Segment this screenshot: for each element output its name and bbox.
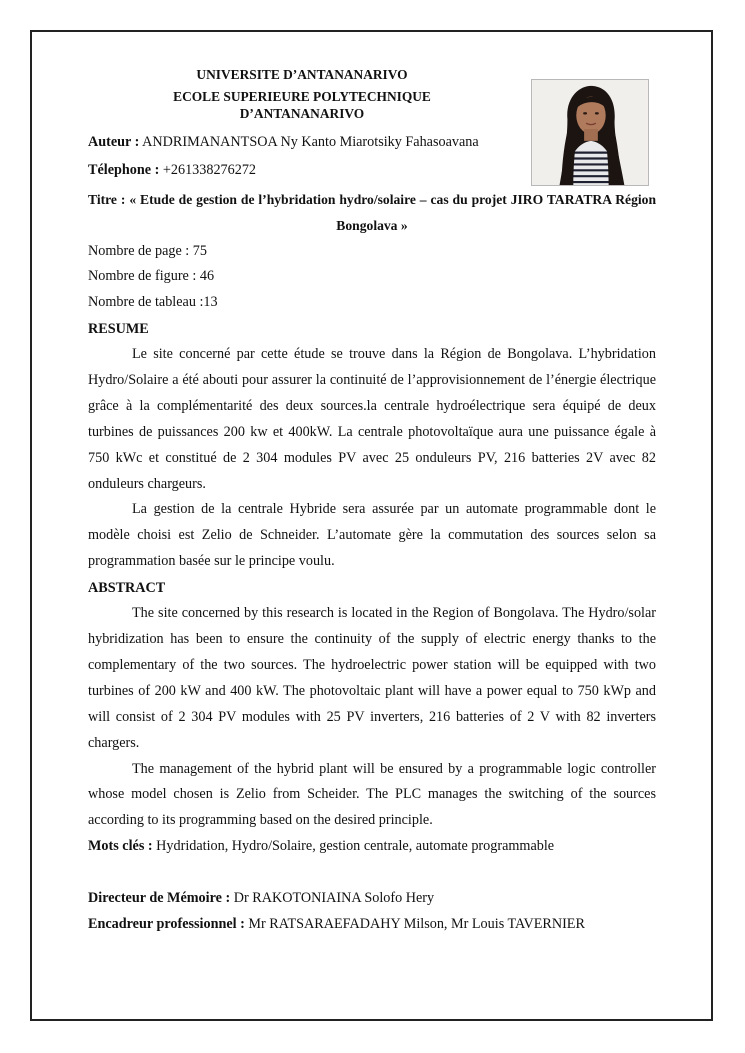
director-label: Directeur de Mémoire : [88, 890, 231, 907]
phone-label: Télephone : [88, 161, 160, 178]
resume-paragraph-2: La gestion de la centrale Hybride sera assurée par un automate programmable dont le modèle choisi est Zelio de Schneider. L’automate gère la commutation des sources selon sa programmation basée sur le principe voulu. [88, 501, 656, 570]
author-value: ANDRIMANANTSOA Ny Kanto Miarotsiky Fahasoavana [142, 134, 479, 150]
title-label: Titre : [88, 191, 126, 207]
phone-line [88, 158, 656, 184]
document-body [88, 64, 656, 938]
figure-count: Nombre de figure : 46 [88, 268, 215, 285]
phone-value: +261338276272 [162, 161, 257, 178]
page-count: Nombre de page : 75 [88, 242, 207, 259]
author-label: Auteur : [88, 134, 140, 150]
table-count: Nombre de tableau :13 [88, 294, 218, 311]
professional-supervisor-label: Encadreur professionnel : [88, 915, 245, 932]
resume-heading: RESUME [88, 320, 149, 337]
university-name: UNIVERSITE D’ANTANANARIVO [196, 67, 408, 82]
professional-supervisor-line [88, 912, 656, 938]
keywords-label: Mots clés : [88, 838, 153, 855]
school-name-line1: ECOLE SUPERIEURE POLYTECHNIQUE [173, 89, 431, 104]
title-value: « Etude de gestion de l’hybridation hydro/solaire – cas du projet JIRO TARATRA Région Bongolava » [129, 191, 657, 233]
keywords-value: Hydridation, Hydro/Solaire, gestion centrale, automate programmable [156, 838, 555, 855]
resume-paragraph-1: Le site concerné par cette étude se trouve dans la Région de Bongolava. L’hybridation Hydro/Solaire a été abouti pour assurer la continuité de l’approvisionnement de l’énergie électrique grâce à la complémentarité des deux sources.la centrale hydroélectrique sera équipé de deux turbines de puissances 200 kw et 400kW. La centrale photovoltaïque aura une puissance égale à 750 kWc et constitué de 2 304 modules PV avec 25 onduleurs PV, 216 batteries 2V avec 82 onduleurs chargeurs. [88, 345, 656, 492]
professional-supervisor-value: Mr RATSARAEFADAHY Milson, Mr Louis TAVERNIER [248, 915, 585, 932]
abstract-paragraph-2: The management of the hybrid plant will be ensured by a programmable logic controller whose model chosen is Zelio from Scheider. The PLC manages the switching of the sources according to its programming based on the desired principle. [88, 760, 656, 829]
author-line [88, 130, 656, 156]
director-value: Dr RAKOTONIAINA Solofo Hery [233, 890, 435, 907]
abstract-heading: ABSTRACT [88, 580, 166, 597]
institution-header [88, 64, 516, 122]
abstract-paragraph-1: The site concerned by this research is located in the Region of Bongolava. The Hydro/solar hybridization has been to ensure the continuity of the supply of electric energy thanks to the complementary of the two sources. The hydroelectric power station will be equipped with two turbines of 200 kW and 400 kW. The photovoltaic plant will have a power equal to 750 kWp and will consist of 2 304 PV modules with 25 PV inverters, 216 batteries of 2 V with 82 inverters chargers. [88, 605, 656, 751]
director-line [88, 886, 656, 912]
thesis-title [88, 187, 656, 239]
keywords-line [88, 834, 656, 860]
school-name-line2: D’ANTANANARIVO [239, 106, 365, 121]
